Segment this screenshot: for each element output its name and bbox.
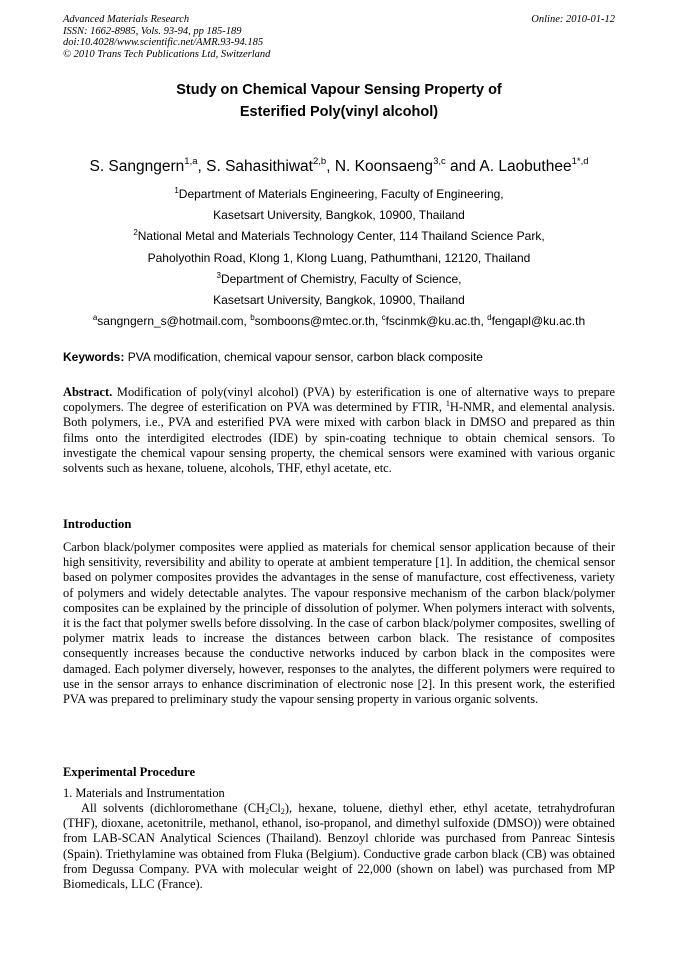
experimental-heading: Experimental Procedure <box>63 765 196 779</box>
abstract-label: Abstract. <box>63 385 113 399</box>
abstract-text: H-NMR, and elemental analysis. Both polymers, i.e., PVA and esterified PVA were mixed with carbon black in DMSO and prepared as thin films onto the interdigited electrodes (IDE) by spin-coating technique to obtain chemical sensors. To investigate the chemical vapour sensing property, the chemical sensors were examined with various organic solvents such as hexane, toluene, alcohols, THF, ethyl acetate, etc. <box>63 400 615 476</box>
journal-header <box>63 14 615 60</box>
introduction-paragraph: Carbon black/polymer composites were applied as materials for chemical sensor application because of their high sensitivity, reversibility and ability to operate at ambient temperature [1]. In addition, the chemical sensor based on polymer composites provides the advantages in the sense of manufacture, cost effectiveness, variety of polymers and widely detectable analytes. The vapour responsive mechanism of the carbon black/polymer composites can be explained by the principle of dissolution of polymer. When polymers interact with solvents, it is the fact that polymer swells before dissolving. In the case of carbon black/polymer composites, swelling of polymer matrix leads to increase the distances between carbon black. The resistance of composites consequently increases because the conductive networks induced by carbon black in the composites were damaged. Each polymer diversely, however, responses to the analytes, the different polymers were required to use in the sensor arrays to enhance discrimination of electronic nose [2]. In this present work, the esterified PVA was prepared to preliminary study the vapour sensing property in various organic solvents. <box>63 540 615 707</box>
affiliation-marker: 3 <box>216 270 221 280</box>
author: S. Sahasithiwat <box>206 158 313 175</box>
doi-line: doi:10.4028/www.scientific.net/AMR.93-94.185 <box>63 37 264 48</box>
online-date: Online: 2010-01-12 <box>531 14 615 25</box>
email-marker: b <box>250 313 255 323</box>
materials-text: ), hexane, toluene, diethyl ether, ethyl acetate, tetrahydrofuran (THF), dioxane, acetonitrile, methanol, ethanol, iso-propanol, and dimethyl sulfoxide (DMSO)) were obtained from LAB-SCAN Analytical Sciences (Thailand). Benzoyl chloride was purchased from Panreac Sintesis (Spain). Triethylamine was obtained from Fluka (Belgium). Conductive grade carbon black (CB) was obtained from Degussa Company. PVA with molecular weight of 22,000 (shown on label) was purchased from MP Biomedicals, LLC (France). <box>63 801 615 892</box>
author-superscript: 1*,d <box>571 156 589 167</box>
keywords-label: Keywords: <box>63 350 125 364</box>
affiliation-2-line-1 <box>63 226 615 247</box>
affiliation-text: National Metal and Materials Technology Center, 114 Thailand Science Park, <box>137 229 545 244</box>
abstract-superscript: 1 <box>445 399 450 409</box>
email-marker: a <box>92 313 98 323</box>
author-separator: and <box>445 158 480 175</box>
title-line-1: Study on Chemical Vapour Sensing Property of <box>176 82 502 98</box>
title-line-2: Esterified Poly(vinyl alcohol) <box>239 103 439 120</box>
email-line <box>63 311 615 332</box>
affiliation-marker: 1 <box>174 186 179 195</box>
materials-text: Cl <box>269 801 281 815</box>
affiliation-1-line-1 <box>63 184 615 205</box>
email-address: sangngern_s@hotmail.com, <box>97 314 251 329</box>
abstract-text: Modification of poly(vinyl alcohol) (PVA) by esterification is one of alternative ways to prepare copolymers. The degree of esterification on PVA was determined by FTIR, <box>63 385 615 415</box>
affiliations <box>63 184 615 332</box>
copyright-line: © 2010 Trans Tech Publications Ltd, Switzerland <box>63 48 271 60</box>
email-address: fengapl@ku.ac.th <box>491 314 586 329</box>
email-marker: d <box>487 313 492 323</box>
affiliation-text: Department of Chemistry, Faculty of Science, <box>220 271 462 286</box>
journal-name: Advanced Materials Research <box>63 14 190 25</box>
subscript: 2 <box>265 807 270 816</box>
affiliation-text: Department of Materials Engineering, Faculty of Engineering, <box>178 187 504 201</box>
author: A. Laobuthee <box>479 158 572 175</box>
affiliation-2-line-2: Paholyothin Road, Klong 1, Klong Luang, Pathumthani, 12120, Thailand <box>147 250 531 265</box>
materials-paragraph <box>63 801 615 892</box>
issn-line: ISSN: 1662-8985, Vols. 93-94, pp 185-189 <box>63 25 242 37</box>
materials-subheading: 1. Materials and Instrumentation <box>63 786 225 800</box>
author-list <box>63 157 615 177</box>
affiliation-marker: 2 <box>133 228 138 238</box>
materials-text: All solvents (dichloromethane (CH <box>81 801 266 815</box>
author: S. Sangngern <box>89 158 185 175</box>
affiliation-3-line-1 <box>63 269 615 290</box>
author-superscript: 2,b <box>312 156 327 167</box>
introduction-heading: Introduction <box>63 517 132 531</box>
author-separator: , <box>326 158 335 175</box>
author-superscript: 3,c <box>433 156 446 167</box>
abstract <box>63 385 615 476</box>
subscript: 2 <box>280 807 285 816</box>
author-superscript: 1,a <box>184 156 198 167</box>
paper-title <box>63 80 615 123</box>
author: N. Koonsaeng <box>334 158 434 175</box>
email-marker: c <box>381 313 386 323</box>
author-separator: , <box>197 158 207 175</box>
keywords-text: PVA modification, chemical vapour sensor, carbon black composite <box>124 350 483 364</box>
affiliation-3-line-2: Kasetsart University, Bangkok, 10900, Thailand <box>213 293 465 308</box>
email-address: fscinmk@ku.ac.th, <box>385 314 488 329</box>
affiliation-1-line-2: Kasetsart University, Bangkok, 10900, Thailand <box>213 208 465 223</box>
keywords <box>63 349 615 365</box>
email-address: somboons@mtec.or.th, <box>254 314 382 329</box>
